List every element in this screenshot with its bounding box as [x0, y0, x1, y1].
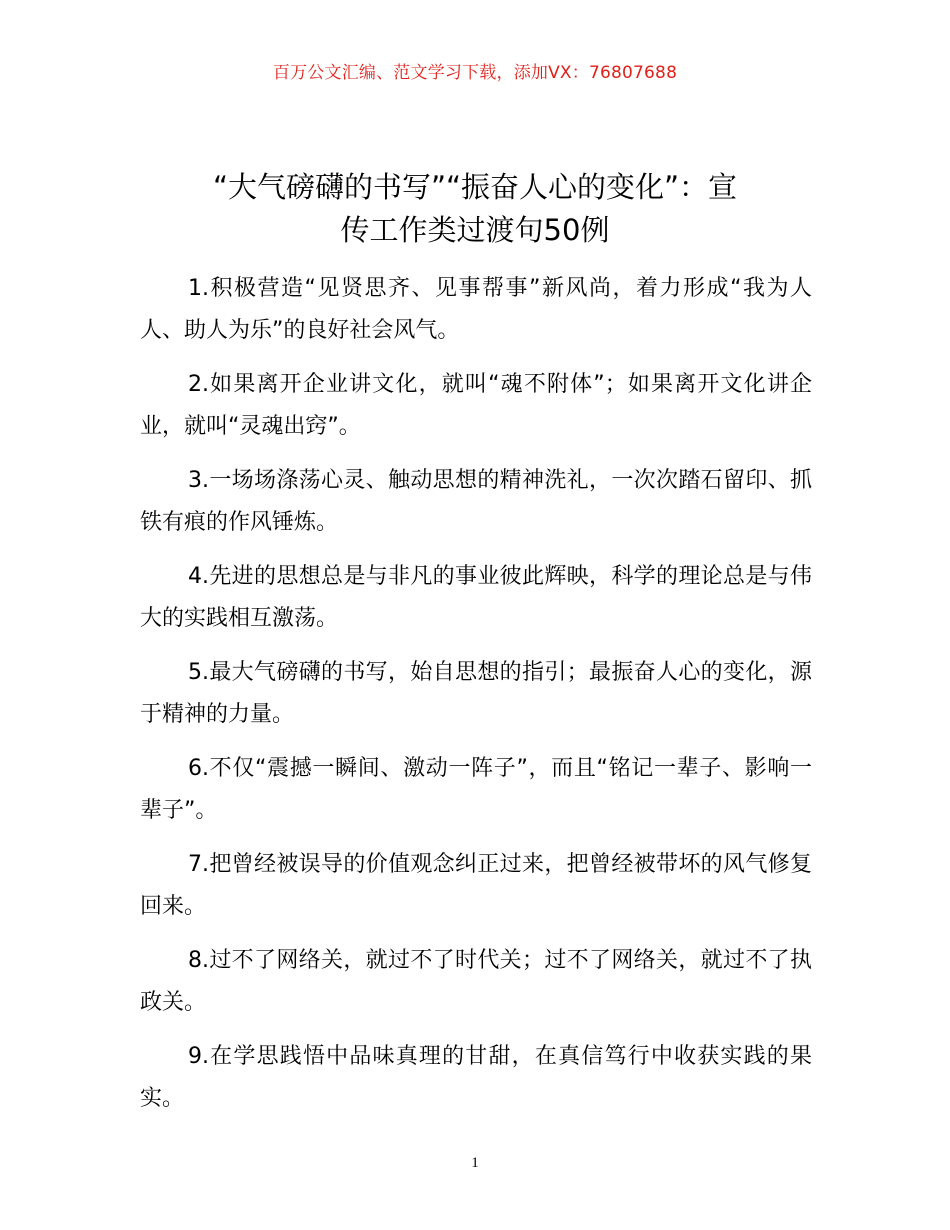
- list-item: 7.把曾经被误导的价值观念纠正过来，把曾经被带坏的风气修复回来。: [140, 852, 812, 919]
- list-item: 9.在学思践悟中品味真理的甘甜，在真信笃行中收获实践的果实。: [140, 1044, 812, 1111]
- list-item: 6.不仅“震撼一瞬间、激动一阵子”，而且“铭记一辈子、影响一辈子”。: [140, 756, 812, 823]
- list-item: 4.先进的思想总是与非凡的事业彼此辉映，科学的理论总是与伟大的实践相互激荡。: [140, 564, 812, 631]
- list-item: 8.过不了网络关，就过不了时代关；过不了网络关，就过不了执政关。: [140, 948, 812, 1015]
- title-line-2: 传工作类过渡句50例: [340, 213, 610, 247]
- document-title: [140, 166, 810, 252]
- page-number: 1: [471, 1155, 479, 1171]
- list-item: 3.一场场涤荡心灵、触动思想的精神洗礼，一次次踏石留印、抓铁有痕的作风锤炼。: [140, 468, 812, 535]
- list-item: 5.最大气磅礴的书写，始自思想的指引；最振奋人心的变化，源于精神的力量。: [140, 660, 812, 727]
- title-line-1: “大气磅礴的书写”“振奋人心的变化”：宣: [212, 170, 738, 204]
- list-item: 2.如果离开企业讲文化，就叫“魂不附体”；如果离开文化讲企业，就叫“灵魂出窍”。: [140, 372, 812, 439]
- list-item: 1.积极营造“见贤思齐、见事帮事”新风尚，着力形成“我为人人、助人为乐”的良好社会风气。: [140, 276, 812, 343]
- transition-sentence-list: [140, 268, 812, 1132]
- promo-header-text: 百万公文汇编、范文学习下载，添加VX：76807688: [272, 63, 678, 83]
